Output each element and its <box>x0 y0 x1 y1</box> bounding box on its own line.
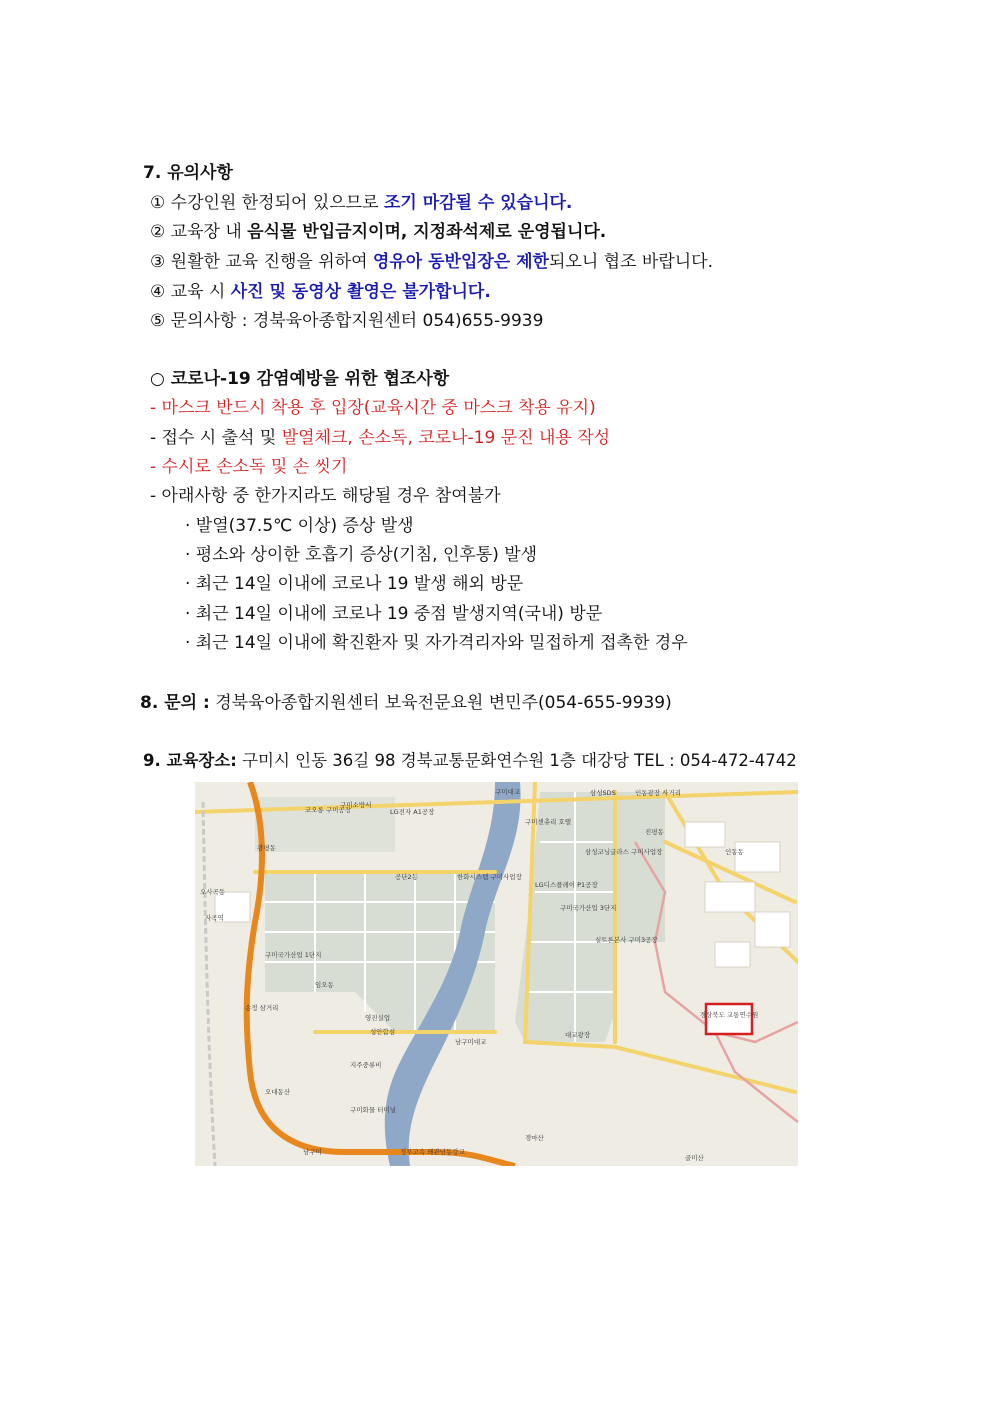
map-label: 구미국가산업 1단지 <box>265 951 322 959</box>
map-label: 지주중류비 <box>350 1061 382 1069</box>
exclusion-item: · 최근 14일 이내에 확진환자 및 자가격리자와 밀접하게 접촉한 경우 <box>185 633 688 653</box>
item-number: ① <box>150 193 166 213</box>
map-label: 공단2동 <box>395 873 418 881</box>
section-8-label: 8. 문의 : <box>140 693 210 713</box>
notice-item-1 <box>150 192 572 214</box>
map-label: 삼성코닝글라스 구미사업장 <box>585 848 663 856</box>
covid-line-mask: - 마스크 반드시 착용 후 입장(교육시간 중 마스크 착용 유지) <box>150 398 596 418</box>
covid-line-exclusion: - 아래사항 중 한가지라도 해당될 경우 참여불가 <box>150 486 501 506</box>
item-text: 수강인원 한정되어 있으므로 <box>170 193 379 213</box>
exclusion-item: · 최근 14일 이내에 코로나 19 발생 해외 방문 <box>185 574 524 594</box>
map-label: 광평동 <box>257 844 276 852</box>
item-number: ⑤ <box>150 311 166 331</box>
map-label: 인동광장 사거리 <box>635 789 682 797</box>
covid-checkin-emphasis: 발열체크, 손소독, 코로나-19 문진 내용 작성 <box>281 428 611 448</box>
item-rest: 되오니 협조 바랍니다. <box>548 252 713 272</box>
map-label: 대교광장 <box>565 1031 591 1039</box>
map-label: 구미국가산업 3단지 <box>560 904 617 912</box>
covid-checkin-text: - 접수 시 출석 및 <box>150 428 277 448</box>
section-9-label: 9. 교육장소: <box>143 751 237 770</box>
item-emphasis: 사진 및 동영상 촬영은 불가합니다. <box>230 282 491 302</box>
map-label: 삼성SDS <box>590 789 616 797</box>
item-text: 문의사항 : 경북육아종합지원센터 054)655-9939 <box>170 311 544 331</box>
section-9-venue <box>143 750 797 772</box>
target-label: 경상북도 교통연수원 <box>699 1011 759 1019</box>
map-label: 경마산 <box>525 1134 544 1142</box>
item-emphasis: 조기 마감될 수 있습니다. <box>383 193 573 213</box>
section-7-title: 7. 유의사항 <box>143 163 233 183</box>
map-label: 구미소방서 <box>340 801 372 809</box>
map-label: 골미산 <box>685 1154 704 1162</box>
map-label: 구미센츄리 호텔 <box>525 818 572 826</box>
item-emphasis: 영유아 동반입장은 제한 <box>372 252 549 272</box>
map-label: 영진실업 <box>365 1014 391 1022</box>
item-number: ③ <box>150 252 166 272</box>
map-label: 오대동산 <box>265 1088 291 1096</box>
map-label: 구미화물 터미널 <box>350 1106 397 1114</box>
section-8-contact <box>140 692 672 714</box>
map-label: 남구미대교 <box>455 1038 487 1046</box>
exclusion-item: · 발열(37.5℃ 이상) 증상 발생 <box>185 516 414 536</box>
target-location-box <box>706 1004 752 1034</box>
covid-line-handwash: - 수시로 손소독 및 손 씻기 <box>150 457 348 477</box>
notice-item-2 <box>150 221 606 243</box>
map-label: 사곡역 <box>205 914 224 922</box>
map-label: 실트론본사 구미3공장 <box>595 936 658 944</box>
location-map <box>195 782 798 1166</box>
map-label: 임오동 <box>315 981 334 989</box>
item-text: 원활한 교육 진행을 위하여 <box>170 252 368 272</box>
map-label: 진평동 <box>645 828 664 836</box>
map-label: LG디스플레이 P1공장 <box>535 881 598 889</box>
item-text: 교육 시 <box>170 282 226 302</box>
map-label: LG전자 A1공장 <box>390 808 435 816</box>
map-label: 구미대교 <box>495 788 521 796</box>
map-label: 오사곡동 <box>200 888 226 896</box>
map-label: 한화시스템 구미사업장 <box>457 873 522 881</box>
exclusion-item: · 최근 14일 이내에 코로나 19 중점 발생지역(국내) 방문 <box>185 604 603 624</box>
notice-item-4 <box>150 281 491 303</box>
complex3-area-east <box>615 792 665 942</box>
item-text: 교육장 내 <box>170 222 242 242</box>
notice-item-3 <box>150 251 713 273</box>
covid-title: ○ 코로나-19 감염예방을 위한 협조사항 <box>150 369 450 389</box>
exclusion-item: · 평소와 상이한 호흡기 증상(기침, 인후통) 발생 <box>185 545 538 565</box>
item-emphasis: 음식물 반입금지이며, 지정좌석제로 운영됩니다. <box>247 222 607 242</box>
covid-line-checkin <box>150 427 610 449</box>
map-label: 코오롱 구미공장 <box>305 806 352 814</box>
map-label: 성안합섬 <box>370 1028 396 1036</box>
notice-item-5 <box>150 310 543 332</box>
section-8-text: 경북육아종합지원센터 보육전문요원 변민주(054-655-9939) <box>215 693 672 713</box>
map-label: 남구미 <box>303 1148 322 1156</box>
map-label: 경부고속 왜관남동강교 <box>400 1148 465 1156</box>
map-label: 인동동 <box>725 848 744 856</box>
map-label: 송정 삼거리 <box>245 1004 279 1012</box>
item-number: ④ <box>150 282 166 302</box>
section-9-text: 구미시 인동 36길 98 경북교통문화연수원 1층 대강당 TEL : 054-472-4742 <box>242 751 797 770</box>
item-number: ② <box>150 222 166 242</box>
